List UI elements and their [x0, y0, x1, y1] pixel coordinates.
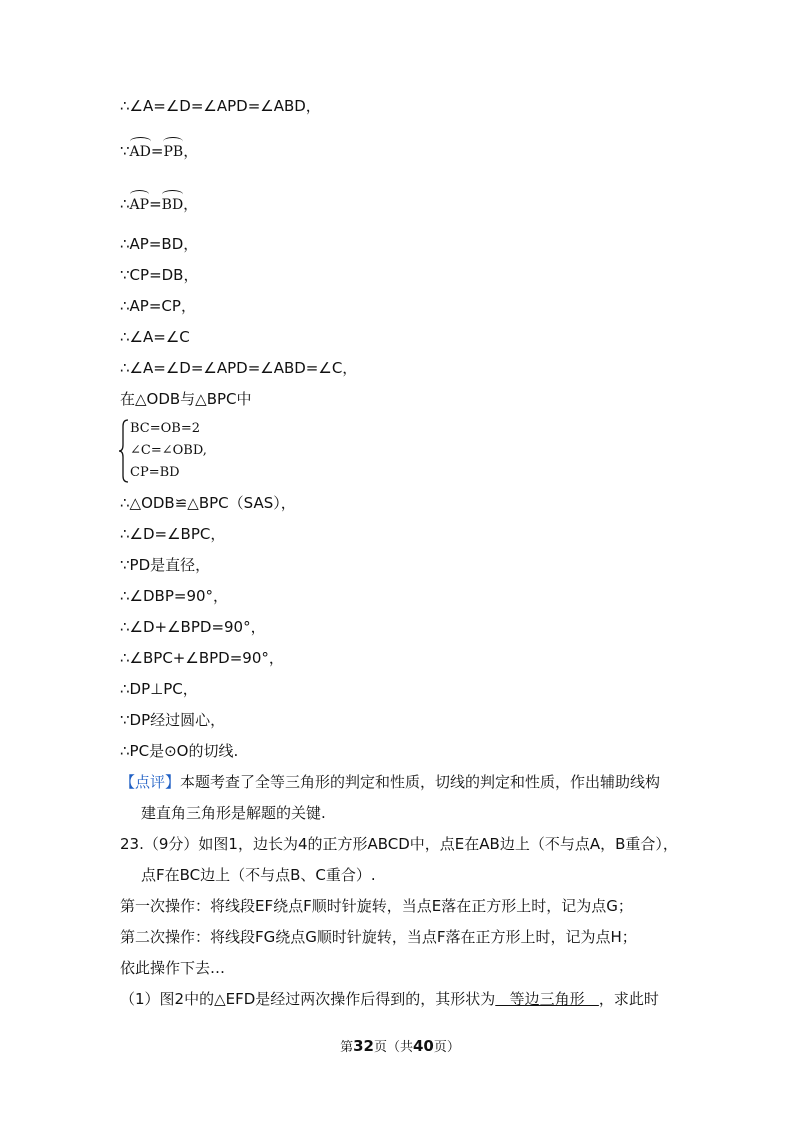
total-page-number: 40 — [413, 1037, 434, 1055]
comment-tag: 【点评】 — [120, 773, 181, 791]
proof-line: ∴AP=BD， — [120, 235, 199, 253]
left-brace-icon — [118, 418, 130, 484]
because-symbol: ∵ — [120, 142, 130, 160]
problem-line: 点F在BC边上（不与点B、C重合）. — [141, 866, 376, 884]
arc-bd: BD — [161, 197, 184, 213]
footer-text: 页（共 — [373, 1040, 413, 1055]
proof-line: ∴∠A=∠C — [120, 328, 190, 346]
answer-blank: 等边三角形 — [495, 990, 599, 1008]
system-condition: CP=BD — [130, 465, 180, 480]
arc-ad: AD — [129, 144, 151, 160]
proof-line: ∴∠BPC+∠BPD=90°， — [120, 649, 284, 667]
current-page-number: 32 — [353, 1037, 374, 1055]
proof-line: ∴△ODB≌△BPC（SAS）， — [120, 494, 296, 512]
footer-text: 页） — [433, 1040, 460, 1055]
proof-line-arc — [120, 141, 198, 162]
proof-line: ∴PC是⊙O的切线. — [120, 742, 239, 760]
comma: ， — [183, 142, 199, 160]
system-condition: ∠C=∠OBD, — [130, 443, 207, 458]
problem-line: 23.（9分）如图1，边长为4的正方形ABCD中，点E在AB边上（不与点A，B重合）， — [120, 835, 678, 853]
proof-line: ∴∠A=∠D=∠APD=∠ABD=∠C， — [120, 359, 358, 377]
footer-text: 第 — [340, 1040, 354, 1055]
proof-line: ∵CP=DB， — [120, 266, 199, 284]
proof-line: ∴∠DBP=90°， — [120, 587, 229, 605]
comma: ， — [183, 195, 199, 213]
problem-line: 第一次操作：将线段EF绕点F顺时针旋转，当点E落在正方形上时，记为点G； — [120, 897, 633, 915]
therefore-symbol: ∴ — [120, 195, 130, 213]
proof-line: ∴∠D+∠BPD=90°， — [120, 618, 266, 636]
system-condition: BC=OB=2 — [130, 421, 201, 436]
arc-pb: PB — [163, 144, 184, 160]
question-text: ，求此时 — [598, 990, 659, 1008]
proof-line: 在△ODB与△BPC中 — [120, 390, 252, 408]
proof-line: ∴∠A=∠D=∠APD=∠ABD， — [120, 97, 321, 115]
proof-line: ∴AP=CP， — [120, 297, 196, 315]
proof-line: ∵PD是直径， — [120, 556, 211, 574]
page-footer — [0, 1036, 800, 1055]
proof-line: ∴DP⊥PC， — [120, 680, 198, 698]
problem-line: 第二次操作：将线段FG绕点G顺时针旋转，当点F落在正方形上时，记为点H； — [120, 928, 637, 946]
problem-line — [120, 989, 659, 1009]
comment-line — [120, 772, 660, 792]
comment-text: 本题考查了全等三角形的判定和性质，切线的判定和性质，作出辅助线构 — [180, 773, 661, 791]
equation-system — [118, 418, 318, 484]
proof-line-arc — [120, 194, 198, 215]
proof-line: ∴∠D=∠BPC， — [120, 525, 226, 543]
question-text: （1）图2中的△EFD是经过两次操作后得到的，其形状为 — [120, 990, 496, 1008]
equals-sign: = — [149, 195, 162, 213]
proof-line: ∵DP经过圆心， — [120, 711, 226, 729]
equals-sign: = — [150, 142, 164, 160]
comment-line: 建直角三角形是解题的关键. — [141, 804, 326, 822]
arc-ap: AP — [129, 197, 150, 213]
problem-line: 依此操作下去… — [120, 959, 226, 977]
